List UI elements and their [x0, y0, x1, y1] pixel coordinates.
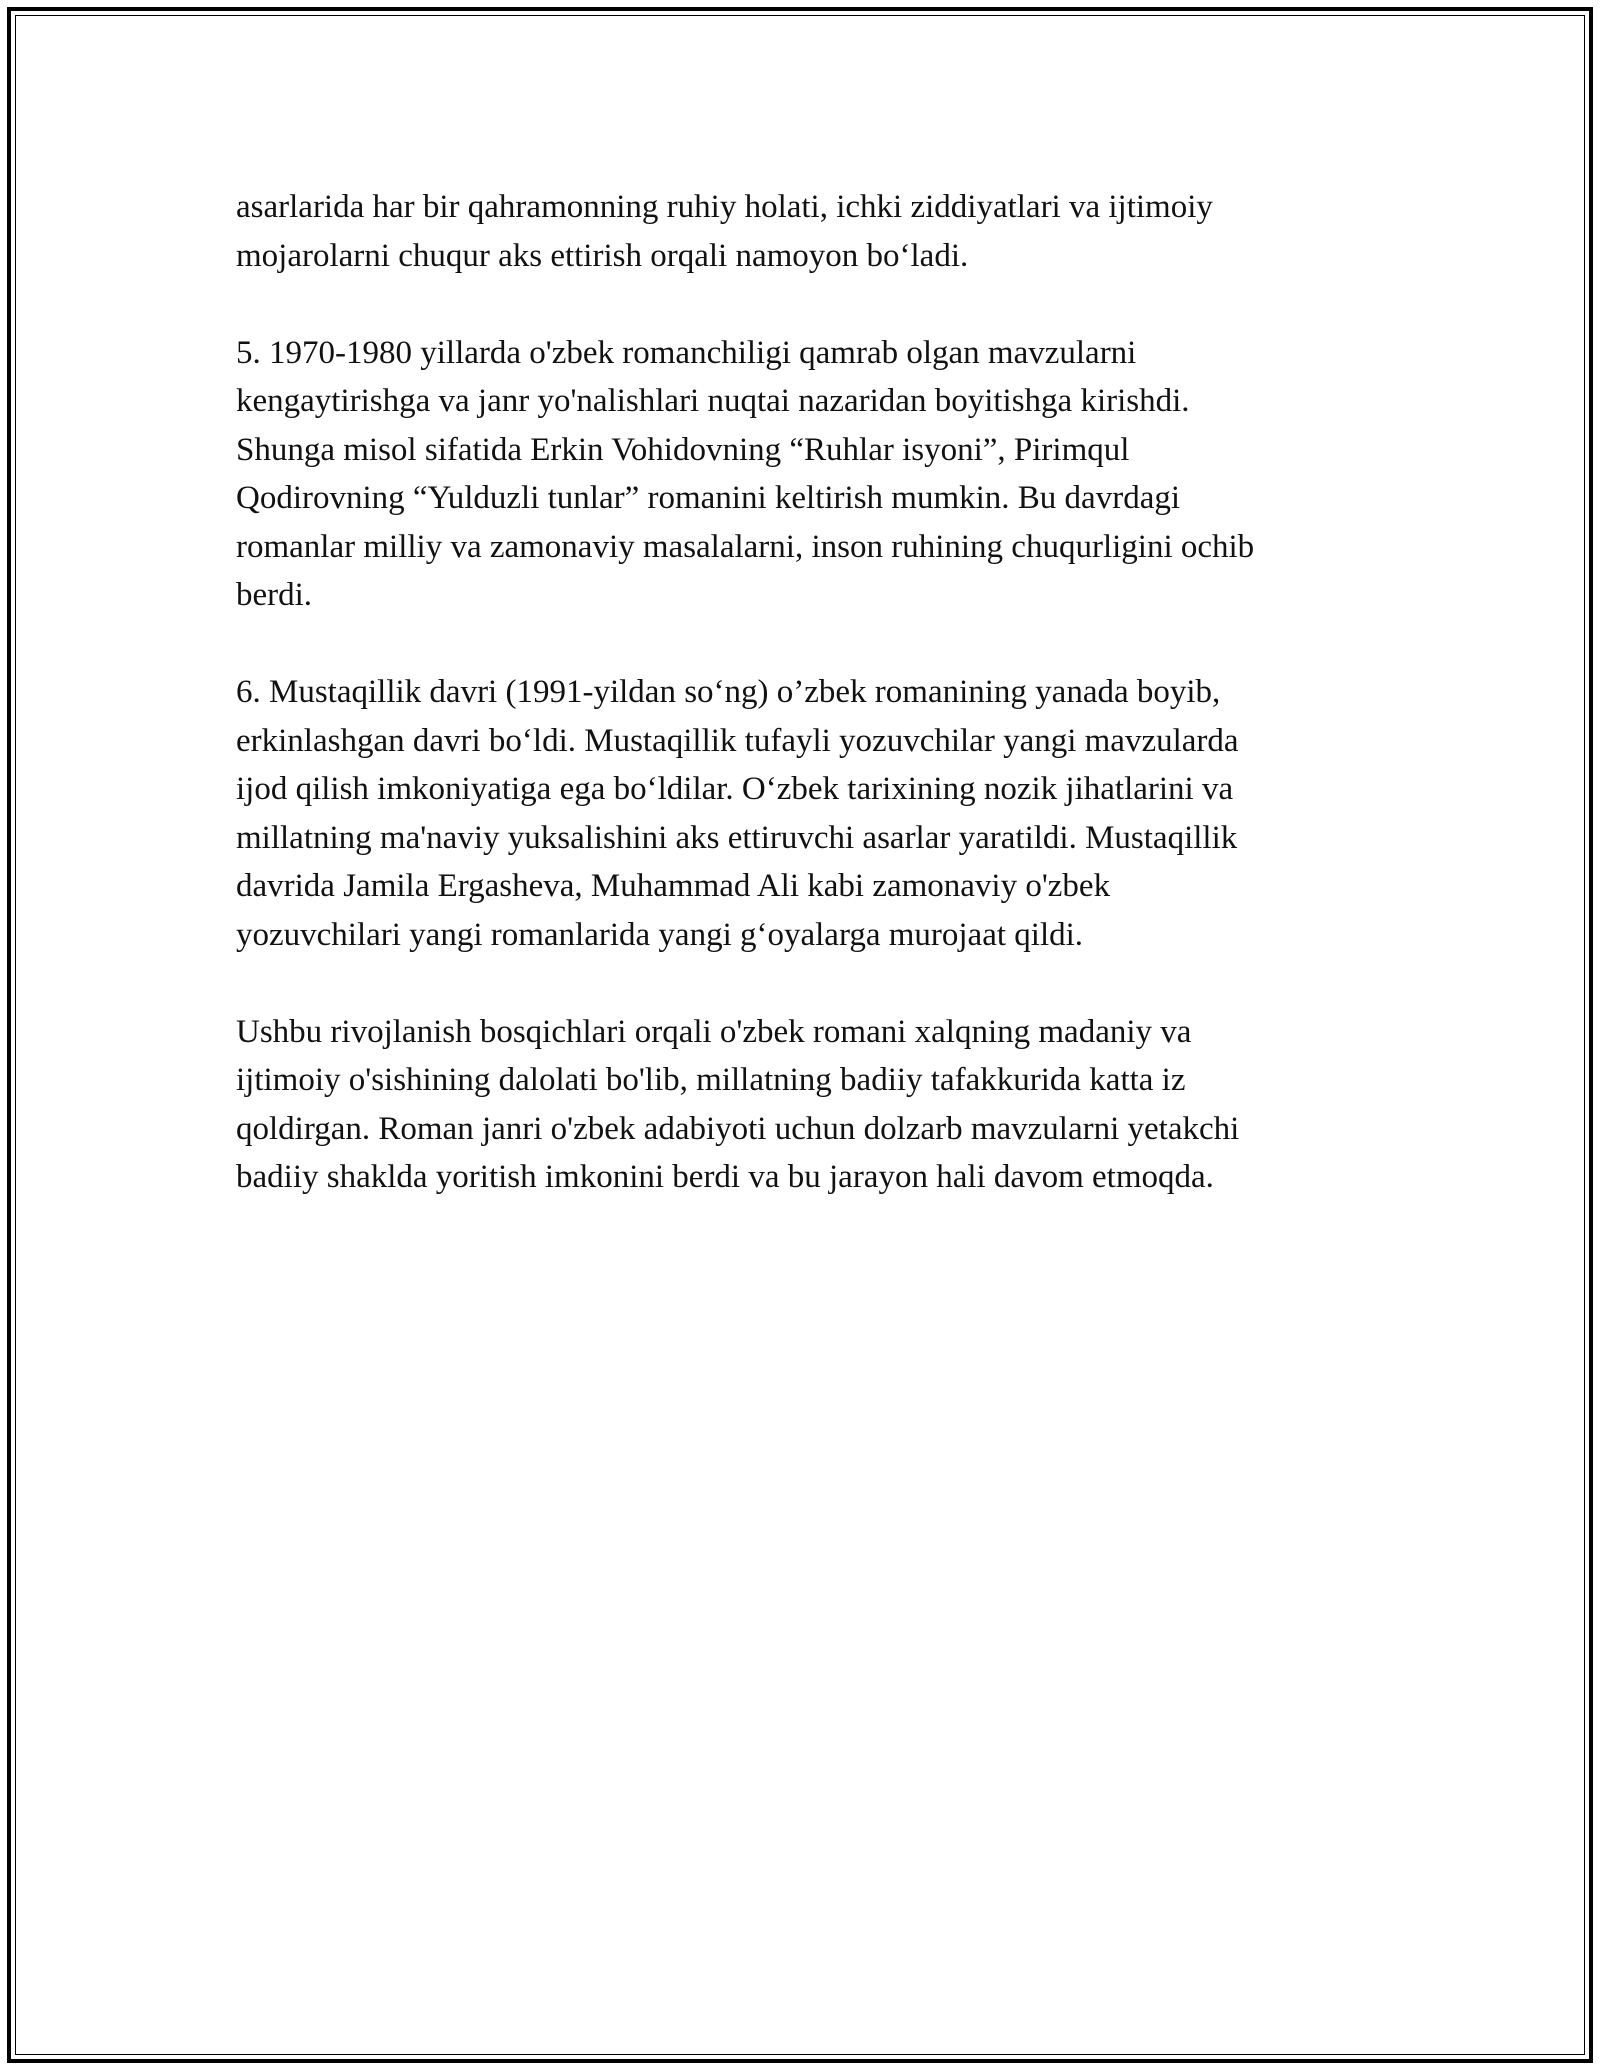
text-line: 6. Mustaqillik davri (1991-yildan so‘ng) o’zbek romanining yanada boyib,: [236, 674, 1221, 710]
text-line: Ushbu rivojlanish bosqichlari orqali o'zbek romani xalqning madaniy va: [236, 1013, 1192, 1050]
text-line: erkinlashgan davri bo‘ldi. Mustaqillik tufayli yozuvchilar yangi mavzularda: [236, 722, 1239, 759]
text-line: Qodirovning “Yulduzli tunlar” romanini keltirish mumkin. Bu davrdagi: [236, 480, 1181, 516]
text-line: qoldirgan. Roman janri o'zbek adabiyoti uchun dolzarb mavzularni yetakchi: [236, 1110, 1240, 1147]
text-line: yozuvchilari yangi romanlarida yangi g‘oyalarga murojaat qildi.: [236, 916, 1084, 953]
text-line: kengaytirishga va janr yo'nalishlari nuqtai nazaridan boyitishga kirishdi.: [236, 383, 1190, 419]
paragraph-conclusion: [236, 1008, 1396, 1202]
text-line: Shunga misol sifatida Erkin Vohidovning “Ruhlar isyoni”, Pirimqul: [236, 431, 1130, 468]
text-line: millatning ma'naviy yuksalishini aks ettiruvchi asarlar yaratildi. Mustaqillik: [236, 819, 1238, 856]
paragraph-item-6: [236, 668, 1396, 959]
text-line: badiiy shaklda yoritish imkonini berdi va bu jarayon hali davom etmoqda.: [236, 1159, 1214, 1195]
text-line: ijtimoiy o'sishining dalolati bo'lib, millatning badiiy tafakkurida katta iz: [236, 1062, 1186, 1098]
paragraph-continuation: [236, 183, 1396, 280]
text-line: asarlarida har bir qahramonning ruhiy holati, ichki ziddiyatlari va ijtimoiy: [236, 189, 1213, 225]
document-body: [236, 183, 1396, 1250]
text-line: romanlar milliy va zamonaviy masalalarni, inson ruhining chuqurligini ochib: [236, 528, 1255, 565]
text-line: 5. 1970-1980 yillarda o'zbek romanchiligi qamrab olgan mavzularni: [236, 334, 1137, 371]
text-line: mojarolarni chuqur aks ettirish orqali namoyon bo‘ladi.: [236, 237, 969, 274]
paragraph-item-5: [236, 329, 1396, 620]
text-line: berdi.: [236, 577, 313, 613]
text-line: davrida Jamila Ergasheva, Muhammad Ali kabi zamonaviy o'zbek: [236, 868, 1111, 904]
text-line: ijod qilish imkoniyatiga ega bo‘ldilar. O‘zbek tarixining nozik jihatlarini va: [236, 771, 1234, 807]
